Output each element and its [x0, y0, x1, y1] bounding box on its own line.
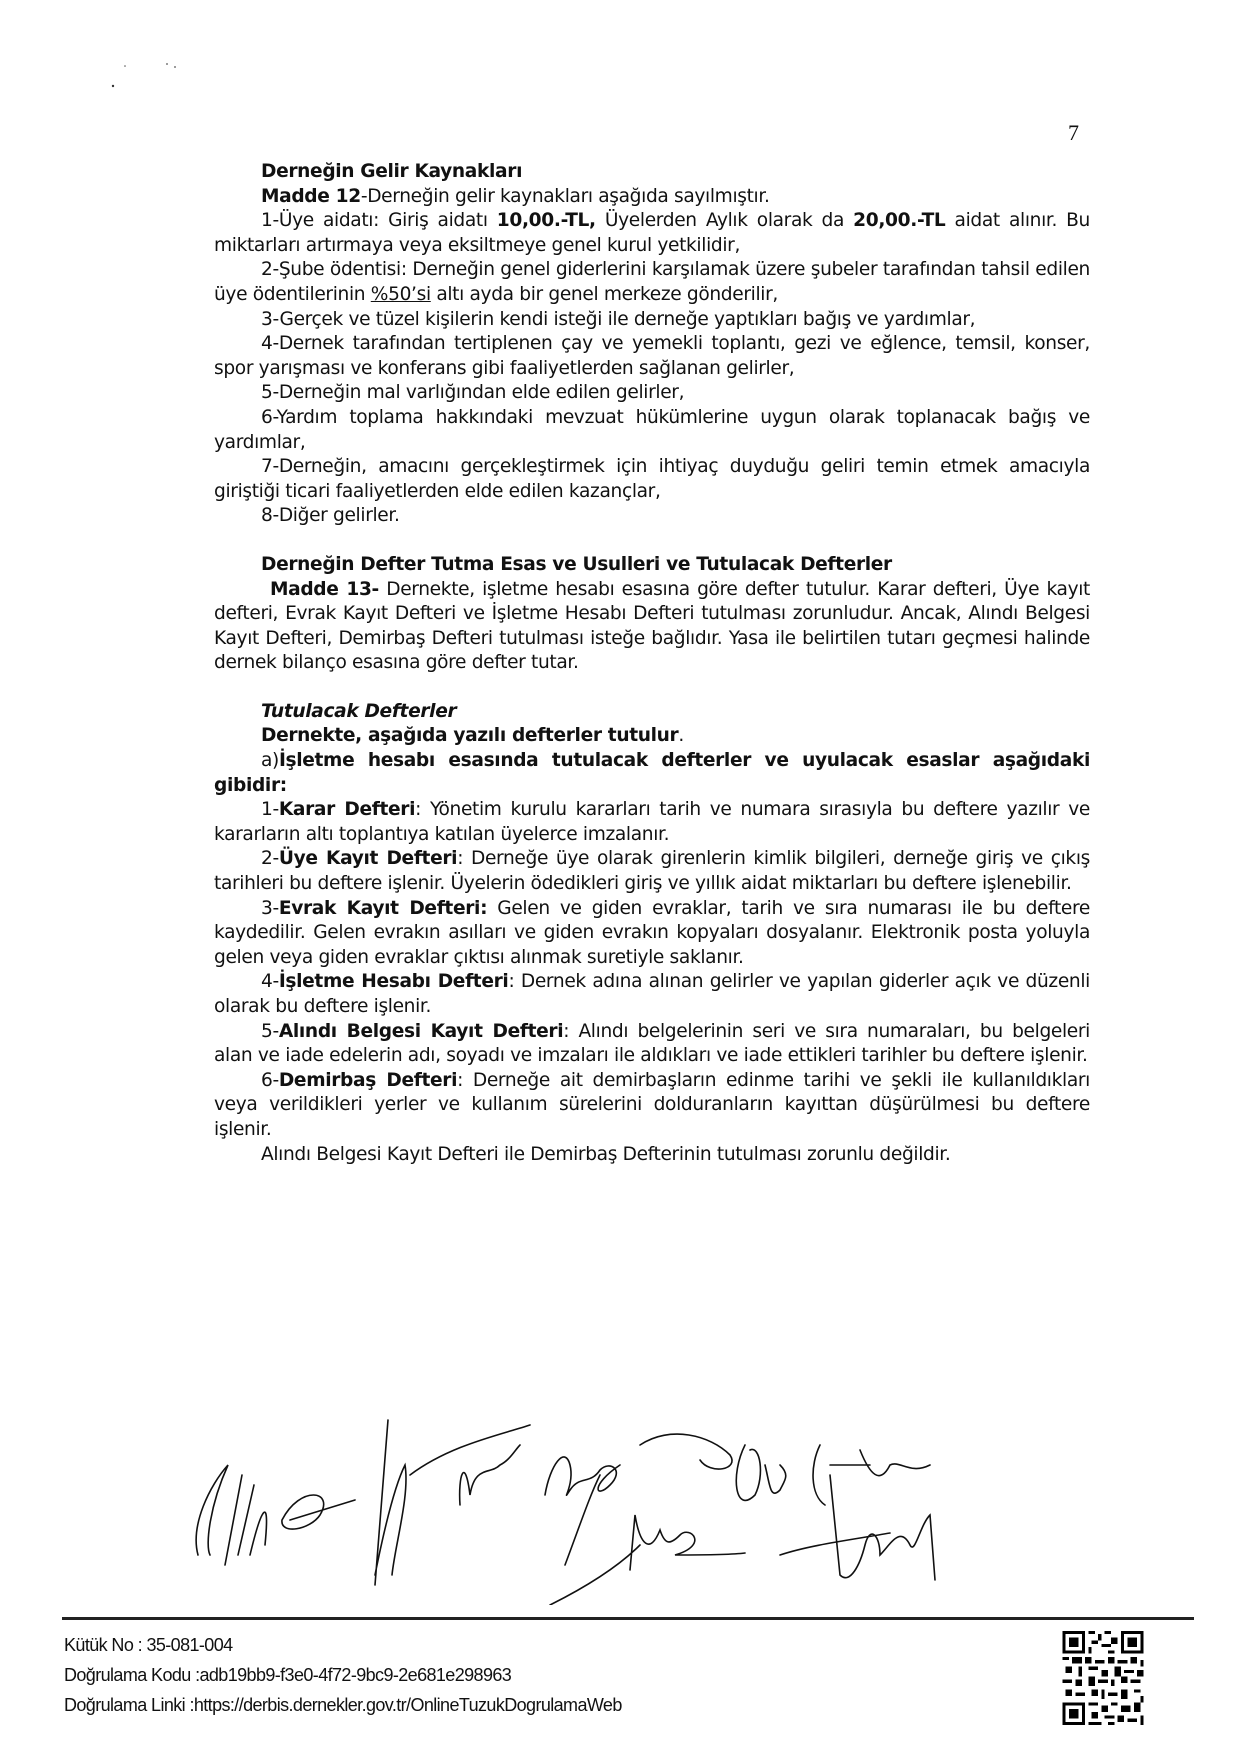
- book-num: 1-: [261, 799, 279, 821]
- section-title-tutulacak-defterler: Tutulacak Defterler: [261, 700, 457, 722]
- book-text: : Dernek adına alınan gelirler ve yapılan giderler açık ve düzenli olarak bu deftere işlenir.: [214, 971, 1090, 1017]
- income-item-5: 5-Derneğin mal varlığından elde edilen gelirler,: [261, 382, 685, 404]
- sub-a-text: İşletme hesabı esasında tutulacak defterler ve uyulacak esaslar aşağıdaki gibidir:: [214, 750, 1090, 796]
- book-text: : Derneğe ait demirbaşların edinme tarihi ve şekli ile kullanıldıkları veya verildikleri yerler ve kullanım sürelerini dolduranların kayıttan düşürülmesi bu deftere işlenir.: [214, 1069, 1090, 1140]
- item-text: aidat alınır. Bu miktarları artırmaya veya eksiltmeye genel kurul yetkilidir,: [214, 210, 1090, 256]
- book-item-4: [214, 970, 1090, 1019]
- book-item-1: [214, 798, 1090, 847]
- kutuk-no: Kütük No : 35-081-004: [64, 1635, 233, 1655]
- verification-footer: [64, 1630, 622, 1720]
- madde-text: Dernekte, işletme hesabı esasına göre defter tutulur. Karar defteri, Üye kayıt defteri, Evrak Kayıt Defteri ve İşletme Hesabı Defteri tutulması zorunludur. Ancak, Alındı Belgesi Kayıt Defteri, Demirbaş Defteri tutulması isteğe bağlıdır. Yasa ile belirtilen tutarı geçmesi halinde dernek bilanço esasına göre defter tutar.: [214, 578, 1090, 674]
- book-name: Alındı Belgesi Kayıt Defteri: [278, 1020, 564, 1042]
- income-item-3: 3-Gerçek ve tüzel kişilerin kendi isteği ile derneğe yaptıkları bağış ve yardımlar,: [261, 308, 976, 330]
- scan-artifact: [105, 58, 195, 98]
- item-text: 1-Üye aidatı: Giriş aidatı: [261, 210, 497, 232]
- book-num: 2-: [261, 848, 279, 870]
- signature-2: [375, 1420, 530, 1585]
- book-item-5: [214, 1020, 1090, 1069]
- books-intro: [214, 724, 1090, 749]
- book-name: İşletme Hesabı Defteri: [278, 971, 509, 993]
- book-text: : Alındı belgelerinin seri ve sıra numaraları, bu belgeleri alan ve iade edelerin adı, soyadı ve imzaları ile aldıkları ve iade ettikleri tarihler bu deftere işlenir.: [214, 1020, 1090, 1067]
- monthly-fee: 20,00.-TL: [853, 210, 946, 232]
- book-num: 4-: [261, 971, 279, 993]
- book-text: : Derneğe üye olarak girenlerin kimlik bilgileri, derneğe giriş ve çıkış tarihleri bu deftere işlenir. Üyelerin ödedikleri giriş ve yıllık aidat miktarları bu deftere işlenebilir.: [214, 848, 1090, 895]
- item-text: Üyelerden Aylık olarak da: [595, 210, 854, 232]
- dogrulama-kodu: Doğrulama Kodu :adb19bb9-f3e0-4f72-9bc9-2e681e298963: [64, 1665, 512, 1685]
- entry-fee: 10,00.-TL,: [496, 210, 596, 232]
- book-text: Gelen ve giden evraklar, tarih ve sıra numarası ile bu deftere kaydedilir. Gelen evrakın asılları ve giden evrakın kopyaları dosyalanır. Elektronik posta yoluyla gelen veya giden evraklar çıktısı alınmak suretiyle saklanır.: [214, 897, 1090, 968]
- section-title-defter-tutma: Derneğin Defter Tutma Esas ve Usulleri ve Tutulacak Defterler: [261, 553, 892, 575]
- income-item-4: 4-Dernek tarafından tertiplenen çay ve yemekli toplantı, gezi ve eğlence, temsil, konser, spor yarışması ve konferans gibi faaliyetlerden sağlanan gelirler,: [214, 333, 1090, 379]
- qr-code-icon[interactable]: [1062, 1631, 1144, 1725]
- book-num: 3-: [261, 897, 279, 919]
- signature-3: [545, 1434, 745, 1605]
- footer-divider: [62, 1617, 1194, 1620]
- madde-text: -Derneğin gelir kaynakları aşağıda sayılmıştır.: [360, 185, 770, 207]
- percentage: %50’si: [370, 283, 431, 305]
- page-number: 7: [1068, 120, 1079, 145]
- intro-end: .: [678, 725, 684, 747]
- signature-4: [736, 1445, 935, 1580]
- income-item-8: 8-Diğer gelirler.: [261, 505, 400, 527]
- book-item-3: [214, 897, 1090, 971]
- book-name: Karar Defteri: [278, 799, 416, 821]
- income-item-7: 7-Derneğin, amacını gerçekleştirmek için ihtiyaç duyduğu geliri temin etmek amacıyla giriştiği ticari faaliyetlerden elde edilen kazançlar,: [214, 456, 1090, 502]
- document-body: [214, 160, 1090, 1167]
- book-name: Evrak Kayıt Defteri:: [278, 897, 488, 919]
- closing-note: Alındı Belgesi Kayıt Defteri ile Demirbaş Defterinin tutulması zorunlu değildir.: [261, 1143, 951, 1165]
- madde-label: Madde 13-: [270, 578, 379, 600]
- book-item-6: [214, 1069, 1090, 1143]
- madde-13: [214, 578, 1090, 676]
- income-item-2: [214, 258, 1090, 307]
- book-name: Üye Kayıt Defteri: [278, 848, 458, 870]
- book-text: : Yönetim kurulu kararları tarih ve numara sırasıyla bu deftere yazılır ve kararların altı toplantıya katılan üyelerce imzalanır.: [214, 799, 1090, 845]
- madde-12: [214, 185, 1090, 210]
- book-item-2: [214, 847, 1090, 896]
- signature-1: [196, 1465, 355, 1565]
- book-num: 5-: [261, 1020, 279, 1042]
- item-text: altı ayda bir genel merkeze gönderilir,: [430, 283, 778, 305]
- sub-a-prefix: a): [261, 750, 279, 772]
- income-item-1: [214, 209, 1090, 258]
- intro-text: Dernekte, aşağıda yazılı defterler tutulur: [261, 725, 679, 747]
- book-num: 6-: [261, 1069, 279, 1091]
- sub-a: [214, 749, 1090, 798]
- book-name: Demirbaş Defteri: [278, 1069, 458, 1091]
- section-title-gelir-kaynaklari: Derneğin Gelir Kaynakları: [261, 161, 523, 182]
- madde-label: Madde 12: [261, 185, 361, 207]
- dogrulama-linki[interactable]: Doğrulama Linki :https://derbis.dernekler.gov.tr/OnlineTuzukDogrulamaWeb: [64, 1695, 622, 1715]
- income-item-6: 6-Yardım toplama hakkındaki mevzuat hükümlerine uygun olarak toplanacak bağış ve yardımlar,: [214, 406, 1090, 453]
- item-text: 2-Şube ödentisi: Derneğin genel giderlerini karşılamak üzere şubeler tarafından tahsil edilen üye ödentilerinin: [214, 259, 1090, 305]
- signatures: [170, 1405, 1070, 1605]
